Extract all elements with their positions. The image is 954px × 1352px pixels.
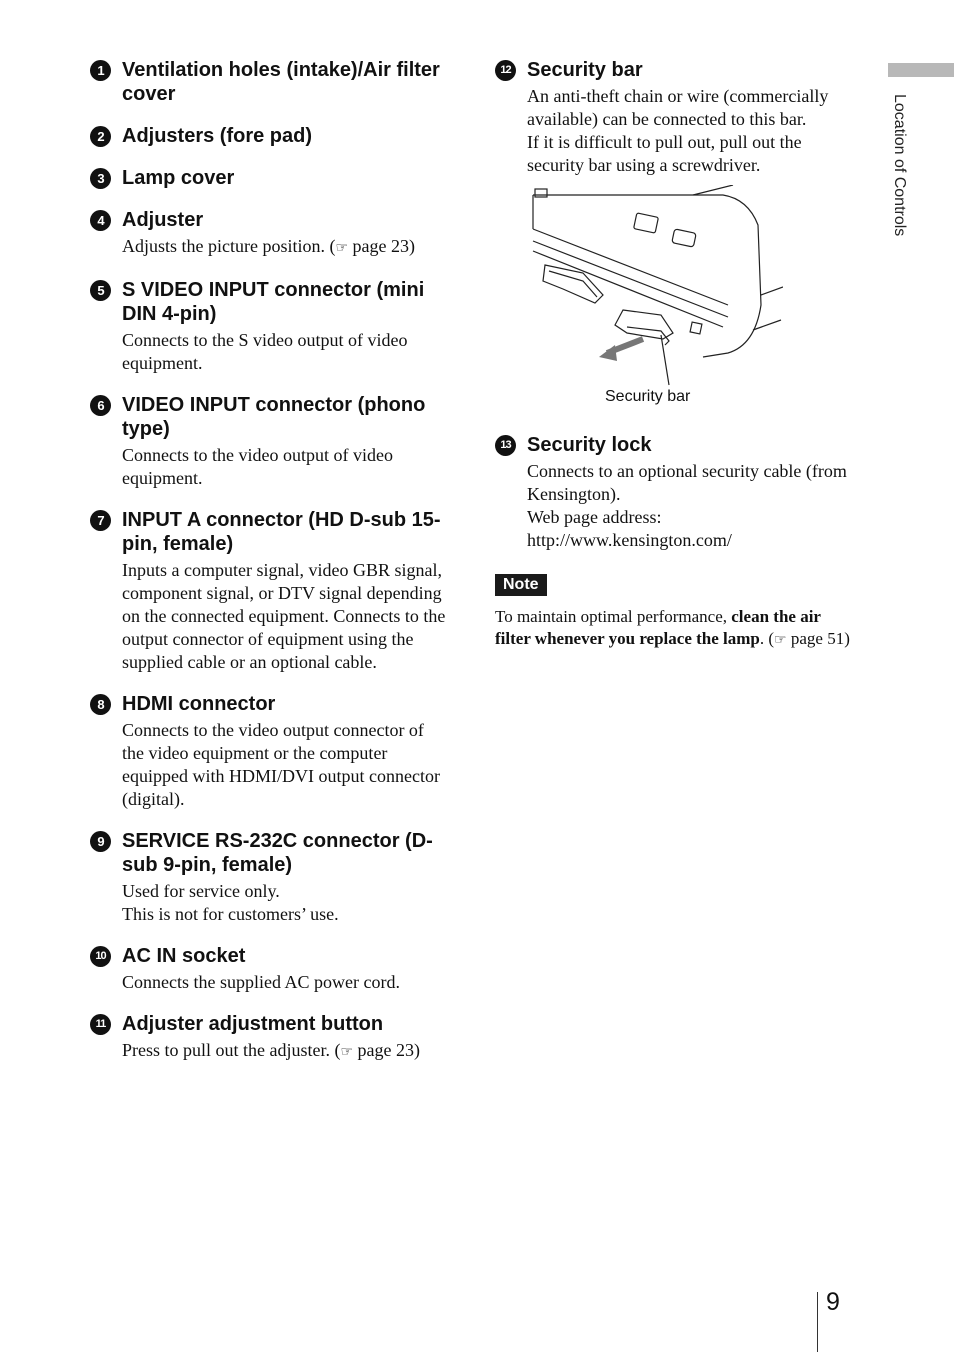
item-heading: VIDEO INPUT connector (phono type) — [122, 394, 426, 440]
sidebar-section-title: Location of Controls — [891, 94, 908, 237]
item-number-badge: 8 — [90, 694, 111, 715]
item-number-badge: 9 — [90, 831, 111, 852]
item-heading: Adjusters (fore pad) — [122, 125, 313, 147]
projector-rear-drawing — [523, 185, 783, 417]
item-number-badge: 12 — [495, 60, 516, 81]
item-description: Inputs a computer signal, video GBR signal, component signal, or DTV signal depending on the connected equipment. Connects to the output connector of equipment using the supplied cable or an optional cable. — [122, 560, 446, 672]
item-3 — [90, 166, 450, 190]
item-heading: AC IN socket — [122, 945, 246, 967]
security-bar-illustration — [523, 185, 783, 417]
item-description: An anti-theft chain or wire (commercially available) can be connected to this bar. — [527, 86, 829, 129]
item-description: Connects to the video output of video equipment. — [122, 445, 393, 488]
item-heading: Adjuster adjustment button — [122, 1013, 384, 1035]
left-column — [90, 58, 450, 1082]
note-label: Note — [495, 574, 547, 596]
item-number-badge: 10 — [90, 946, 111, 967]
item-heading: Ventilation holes (intake)/Air filter cover — [122, 59, 440, 105]
item-description: Used for service only. — [122, 881, 280, 901]
item-7 — [90, 508, 450, 674]
item-number-badge: 11 — [90, 1014, 111, 1035]
item-number-badge: 2 — [90, 126, 111, 147]
page-reference-icon: ☞ — [340, 1044, 354, 1060]
item-description-2: This is not for customers’ use. — [122, 904, 339, 924]
note-text-punct: . ( — [759, 629, 775, 648]
item-2 — [90, 124, 450, 148]
item-heading: HDMI connector — [122, 693, 276, 715]
item-heading: Lamp cover — [122, 167, 235, 189]
figure-caption: Security bar — [605, 388, 691, 405]
item-heading: Adjuster — [122, 209, 204, 231]
item-number-badge: 6 — [90, 395, 111, 416]
page-number: 9 — [826, 1288, 840, 1316]
item-description — [122, 235, 450, 260]
item-heading: Security lock — [527, 434, 652, 456]
item-5 — [90, 278, 450, 375]
note-text-emphasis: clean the air filter whenever you replace the lamp — [495, 607, 821, 648]
item-number-badge: 3 — [90, 168, 111, 189]
item-number-badge: 13 — [495, 435, 516, 456]
item-number-badge: 1 — [90, 60, 111, 81]
item-description: Connects to an optional security cable (from Kensington). — [527, 461, 847, 504]
note-text-intro: To maintain optimal performance, — [495, 607, 732, 626]
item-8 — [90, 692, 450, 811]
item-1 — [90, 58, 450, 106]
right-column — [495, 58, 855, 651]
note-page-ref: page 51) — [786, 629, 850, 648]
desc-page-ref: page 23) — [353, 1040, 421, 1060]
item-description — [122, 1039, 450, 1064]
item-6 — [90, 393, 450, 490]
item-heading: INPUT A connector (HD D-sub 15-pin, female) — [122, 509, 441, 555]
note-block — [495, 570, 855, 651]
item-description-2: If it is difficult to pull out, pull out the security bar using a screwdriver. — [527, 132, 802, 175]
item-heading: SERVICE RS-232C connector (D-sub 9-pin, female) — [122, 830, 433, 876]
item-description-2: Web page address: — [527, 507, 662, 527]
item-number-badge: 4 — [90, 210, 111, 231]
sidebar-tab — [888, 63, 954, 77]
page-reference-icon: ☞ — [774, 632, 787, 648]
note-text — [495, 606, 857, 651]
item-12 — [495, 58, 855, 177]
item-heading: Security bar — [527, 59, 643, 81]
item-10 — [90, 944, 450, 994]
item-description: Connects the supplied AC power cord. — [122, 972, 400, 992]
desc-text: Adjusts the picture position. ( — [122, 236, 336, 256]
item-11 — [90, 1012, 450, 1064]
item-heading: S VIDEO INPUT connector (mini DIN 4-pin) — [122, 279, 425, 325]
item-13 — [495, 433, 855, 552]
desc-text: Press to pull out the adjuster. ( — [122, 1040, 341, 1060]
item-description: Connects to the video output connector of the video equipment or the computer equipped with HDMI/DVI output connector (digital). — [122, 720, 440, 809]
page-number-divider — [817, 1292, 818, 1352]
item-number-badge: 7 — [90, 510, 111, 531]
item-number-badge: 5 — [90, 280, 111, 301]
item-description-url: http://www.kensington.com/ — [527, 530, 732, 550]
item-9 — [90, 829, 450, 926]
item-description: Connects to the S video output of video equipment. — [122, 330, 408, 373]
desc-page-ref: page 23) — [348, 236, 416, 256]
page-reference-icon: ☞ — [335, 240, 349, 256]
item-4 — [90, 208, 450, 260]
